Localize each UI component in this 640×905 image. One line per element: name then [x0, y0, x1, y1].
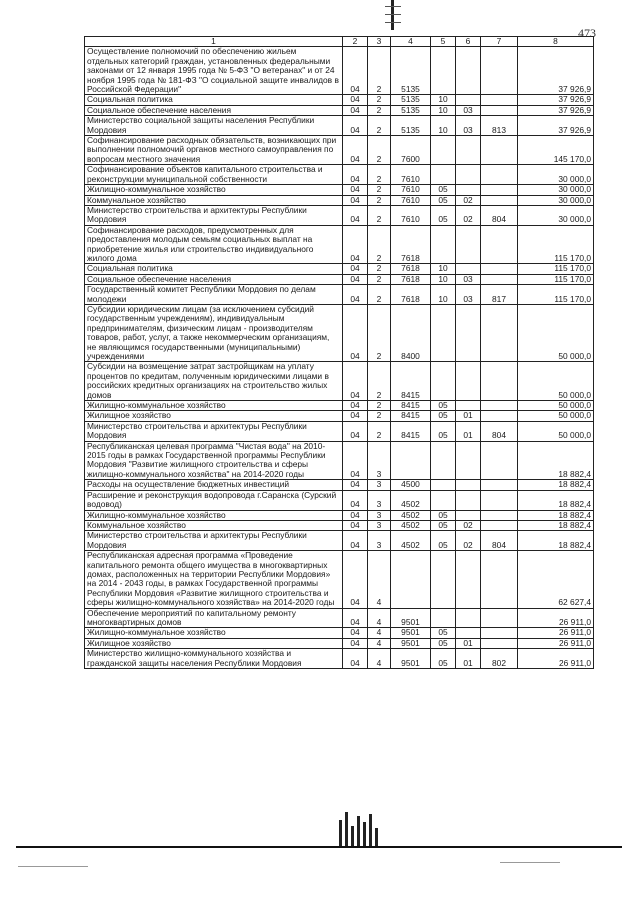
- row-section: 04: [343, 285, 368, 305]
- row-section: 04: [343, 362, 368, 401]
- row-ministry-code: 804: [481, 205, 518, 225]
- row-subsection: 2: [368, 225, 391, 264]
- header-col-1: 1: [85, 37, 343, 47]
- row-expense-section: 05: [431, 205, 456, 225]
- row-target-article: 7618: [391, 274, 431, 284]
- row-expense-section: [431, 608, 456, 628]
- row-amount: 145 170,0: [518, 136, 594, 165]
- row-subsection: 2: [368, 264, 391, 274]
- row-target-article: [391, 551, 431, 608]
- row-ministry-code: [481, 411, 518, 421]
- row-ministry-code: 817: [481, 285, 518, 305]
- row-expense-subsection: 01: [456, 421, 481, 441]
- row-target-article: 7618: [391, 225, 431, 264]
- row-target-article: 7610: [391, 165, 431, 185]
- row-ministry-code: [481, 304, 518, 361]
- row-expense-section: [431, 304, 456, 361]
- row-subsection: 2: [368, 105, 391, 115]
- row-ministry-code: [481, 264, 518, 274]
- row-amount: 18 882,4: [518, 490, 594, 510]
- header-col-6: 6: [456, 37, 481, 47]
- row-section: 04: [343, 304, 368, 361]
- row-ministry-code: [481, 105, 518, 115]
- table-row: [85, 441, 594, 480]
- row-section: 04: [343, 628, 368, 638]
- row-expense-subsection: [456, 441, 481, 480]
- row-section: 04: [343, 608, 368, 628]
- row-ministry-code: [481, 225, 518, 264]
- row-expense-subsection: 01: [456, 649, 481, 669]
- row-name: Министерство строительства и архитектуры Республики Мордовия: [85, 531, 343, 551]
- row-expense-subsection: [456, 551, 481, 608]
- table-row: [85, 411, 594, 421]
- row-expense-section: 05: [431, 421, 456, 441]
- row-expense-subsection: 02: [456, 520, 481, 530]
- row-target-article: 5135: [391, 116, 431, 136]
- row-subsection: 2: [368, 165, 391, 185]
- row-target-article: 9501: [391, 649, 431, 669]
- row-expense-subsection: 01: [456, 638, 481, 648]
- row-subsection: 2: [368, 116, 391, 136]
- row-expense-section: 05: [431, 401, 456, 411]
- row-amount: 26 911,0: [518, 649, 594, 669]
- row-subsection: 2: [368, 47, 391, 95]
- row-ministry-code: [481, 95, 518, 105]
- table-row: [85, 264, 594, 274]
- row-expense-section: [431, 480, 456, 490]
- row-expense-subsection: [456, 185, 481, 195]
- row-name: Расходы на осуществление бюджетных инвестиций: [85, 480, 343, 490]
- row-section: 04: [343, 401, 368, 411]
- row-subsection: 2: [368, 205, 391, 225]
- row-subsection: 2: [368, 285, 391, 305]
- row-section: 04: [343, 195, 368, 205]
- row-amount: 115 170,0: [518, 264, 594, 274]
- table-row: [85, 480, 594, 490]
- header-col-4: 4: [391, 37, 431, 47]
- row-ministry-code: [481, 638, 518, 648]
- row-section: 04: [343, 105, 368, 115]
- row-subsection: 2: [368, 274, 391, 284]
- row-name: Расширение и реконструкция водопровода г.Саранска (Сурский водовод): [85, 490, 343, 510]
- header-col-8: 8: [518, 37, 594, 47]
- row-ministry-code: [481, 362, 518, 401]
- row-subsection: 2: [368, 195, 391, 205]
- row-name: Министерство строительства и архитектуры Республики Мордовия: [85, 421, 343, 441]
- row-target-article: 7610: [391, 185, 431, 195]
- row-ministry-code: [481, 165, 518, 185]
- row-expense-section: [431, 225, 456, 264]
- row-amount: 26 911,0: [518, 628, 594, 638]
- row-amount: 50 000,0: [518, 304, 594, 361]
- row-amount: 37 926,9: [518, 95, 594, 105]
- row-ministry-code: [481, 490, 518, 510]
- row-amount: 30 000,0: [518, 165, 594, 185]
- row-target-article: 4502: [391, 510, 431, 520]
- row-expense-subsection: [456, 304, 481, 361]
- row-name: Республиканская адресная программа «Проведение капитального ремонта общего имущества в многоквартирных домах, расположенных на территории Республики Мордовия» на 2014 - 2043 годы, в рамках Государственной программы Республики Мордовия «Развитие жилищного строительства и сферы жилищно-коммунального хозяйства» на 2014-2020 годы: [85, 551, 343, 608]
- row-target-article: 8415: [391, 401, 431, 411]
- row-target-article: 4502: [391, 531, 431, 551]
- binding-staple-mark-bottom: [335, 812, 385, 846]
- row-expense-section: 05: [431, 195, 456, 205]
- row-expense-subsection: [456, 401, 481, 411]
- row-ministry-code: [481, 47, 518, 95]
- table-row: [85, 421, 594, 441]
- row-target-article: 7610: [391, 205, 431, 225]
- row-subsection: 3: [368, 520, 391, 530]
- row-expense-subsection: [456, 480, 481, 490]
- row-section: 04: [343, 638, 368, 648]
- row-amount: 18 882,4: [518, 441, 594, 480]
- row-name: Жилищно-коммунальное хозяйство: [85, 628, 343, 638]
- row-subsection: 2: [368, 362, 391, 401]
- row-name: Жилищное хозяйство: [85, 638, 343, 648]
- table-row: [85, 638, 594, 648]
- row-expense-subsection: [456, 490, 481, 510]
- table-body: [85, 47, 594, 669]
- row-expense-subsection: 02: [456, 205, 481, 225]
- row-amount: 37 926,9: [518, 116, 594, 136]
- row-expense-subsection: 01: [456, 411, 481, 421]
- row-expense-subsection: [456, 264, 481, 274]
- row-amount: 37 926,9: [518, 105, 594, 115]
- row-amount: 30 000,0: [518, 205, 594, 225]
- row-name: Осуществление полномочий по обеспечению жильем отдельных категорий граждан, установленных федеральными законами от 12 января 1995 года № 5-ФЗ "О ветеранах" и от 24 ноября 1995 года № 181-ФЗ "О социальной защите инвалидов в Российской Федерации": [85, 47, 343, 95]
- row-name: Жилищно-коммунальное хозяйство: [85, 185, 343, 195]
- row-expense-section: [431, 362, 456, 401]
- row-expense-subsection: [456, 165, 481, 185]
- row-subsection: 2: [368, 421, 391, 441]
- table-row: [85, 649, 594, 669]
- table-row: [85, 116, 594, 136]
- row-target-article: 4502: [391, 520, 431, 530]
- table-row: [85, 551, 594, 608]
- row-amount: 50 000,0: [518, 362, 594, 401]
- row-ministry-code: [481, 628, 518, 638]
- row-expense-section: 05: [431, 628, 456, 638]
- row-name: Коммунальное хозяйство: [85, 520, 343, 530]
- row-amount: 50 000,0: [518, 421, 594, 441]
- row-target-article: 8415: [391, 411, 431, 421]
- row-target-article: 9501: [391, 638, 431, 648]
- row-target-article: 4502: [391, 490, 431, 510]
- row-subsection: 3: [368, 480, 391, 490]
- row-target-article: 7618: [391, 285, 431, 305]
- table-row: [85, 165, 594, 185]
- row-expense-subsection: [456, 608, 481, 628]
- table-row: [85, 105, 594, 115]
- row-subsection: 3: [368, 531, 391, 551]
- row-section: 04: [343, 520, 368, 530]
- row-section: 04: [343, 441, 368, 480]
- row-expense-section: 05: [431, 510, 456, 520]
- row-ministry-code: [481, 510, 518, 520]
- row-amount: 26 911,0: [518, 638, 594, 648]
- row-subsection: 4: [368, 638, 391, 648]
- table-row: [85, 401, 594, 411]
- row-subsection: 2: [368, 304, 391, 361]
- row-name: Социальная политика: [85, 95, 343, 105]
- row-ministry-code: [481, 136, 518, 165]
- table-row: [85, 274, 594, 284]
- row-target-article: 4500: [391, 480, 431, 490]
- row-subsection: 4: [368, 649, 391, 669]
- row-amount: 115 170,0: [518, 274, 594, 284]
- table-row: [85, 628, 594, 638]
- row-subsection: 2: [368, 411, 391, 421]
- row-expense-section: [431, 551, 456, 608]
- row-expense-subsection: 03: [456, 285, 481, 305]
- row-ministry-code: [481, 520, 518, 530]
- row-subsection: 2: [368, 95, 391, 105]
- row-target-article: 8400: [391, 304, 431, 361]
- row-expense-section: 10: [431, 274, 456, 284]
- table-row: [85, 608, 594, 628]
- row-expense-subsection: 03: [456, 116, 481, 136]
- row-section: 04: [343, 165, 368, 185]
- row-expense-subsection: [456, 628, 481, 638]
- row-expense-subsection: 02: [456, 531, 481, 551]
- row-target-article: 5135: [391, 105, 431, 115]
- row-expense-section: 10: [431, 95, 456, 105]
- row-name: Обеспечение мероприятий по капитальному ремонту многоквартирных домов: [85, 608, 343, 628]
- row-ministry-code: 804: [481, 531, 518, 551]
- row-name: Софинансирование объектов капитального строительства и реконструкции муниципальной собственности: [85, 165, 343, 185]
- row-target-article: 7610: [391, 195, 431, 205]
- table-row: [85, 47, 594, 95]
- row-section: 04: [343, 95, 368, 105]
- scan-noise: [500, 862, 560, 863]
- row-ministry-code: 813: [481, 116, 518, 136]
- row-expense-section: [431, 490, 456, 510]
- row-section: 04: [343, 136, 368, 165]
- row-section: 04: [343, 264, 368, 274]
- table-row: [85, 195, 594, 205]
- row-amount: 18 882,4: [518, 510, 594, 520]
- row-section: 04: [343, 205, 368, 225]
- row-section: 04: [343, 225, 368, 264]
- row-expense-section: 10: [431, 264, 456, 274]
- row-subsection: 4: [368, 628, 391, 638]
- row-section: 04: [343, 510, 368, 520]
- row-target-article: 8415: [391, 421, 431, 441]
- row-amount: 37 926,9: [518, 47, 594, 95]
- row-ministry-code: [481, 401, 518, 411]
- binding-staple-mark: [385, 0, 401, 30]
- row-ministry-code: [481, 608, 518, 628]
- row-expense-subsection: [456, 362, 481, 401]
- row-amount: 30 000,0: [518, 185, 594, 195]
- row-subsection: 3: [368, 490, 391, 510]
- row-ministry-code: [481, 551, 518, 608]
- row-target-article: 9501: [391, 608, 431, 628]
- row-name: Субсидии на возмещение затрат застройщикам на уплату процентов по кредитам, полученным юридическими лицами в российских кредитных организациях на строительство жилых домов: [85, 362, 343, 401]
- row-subsection: 2: [368, 185, 391, 195]
- row-amount: 62 627,4: [518, 551, 594, 608]
- row-section: 04: [343, 274, 368, 284]
- row-name: Министерство жилищно-коммунального хозяйства и гражданской защиты населения Республики Мордовия: [85, 649, 343, 669]
- row-name: Социальное обеспечение населения: [85, 274, 343, 284]
- row-section: 04: [343, 551, 368, 608]
- table-row: [85, 205, 594, 225]
- row-name: Жилищно-коммунальное хозяйство: [85, 401, 343, 411]
- row-expense-subsection: 03: [456, 105, 481, 115]
- row-expense-subsection: [456, 95, 481, 105]
- table-header-row: [85, 37, 594, 47]
- row-subsection: 2: [368, 136, 391, 165]
- row-target-article: 9501: [391, 628, 431, 638]
- row-expense-subsection: [456, 510, 481, 520]
- row-name: Жилищное хозяйство: [85, 411, 343, 421]
- table-row: [85, 490, 594, 510]
- row-amount: 50 000,0: [518, 401, 594, 411]
- table-row: [85, 304, 594, 361]
- table-row: [85, 520, 594, 530]
- scan-noise: [18, 866, 88, 867]
- header-col-7: 7: [481, 37, 518, 47]
- row-target-article: 7618: [391, 264, 431, 274]
- row-name: Социальное обеспечение населения: [85, 105, 343, 115]
- row-expense-subsection: [456, 47, 481, 95]
- row-target-article: [391, 441, 431, 480]
- row-target-article: 8415: [391, 362, 431, 401]
- row-expense-section: 05: [431, 411, 456, 421]
- table-row: [85, 185, 594, 195]
- row-ministry-code: [481, 195, 518, 205]
- table-row: [85, 95, 594, 105]
- row-expense-section: 05: [431, 520, 456, 530]
- row-amount: 26 911,0: [518, 608, 594, 628]
- row-name: Субсидии юридическим лицам (за исключением субсидий государственным учреждениям), индивидуальным предпринимателям, физическим лицам - производителям товаров, работ, услуг, а также некоммерческим организациям, не являющимся государственными (муниципальными) учреждениями: [85, 304, 343, 361]
- row-section: 04: [343, 531, 368, 551]
- row-ministry-code: [481, 480, 518, 490]
- row-ministry-code: 802: [481, 649, 518, 669]
- row-target-article: 5135: [391, 47, 431, 95]
- row-amount: 30 000,0: [518, 195, 594, 205]
- table-row: [85, 362, 594, 401]
- row-amount: 115 170,0: [518, 285, 594, 305]
- row-amount: 115 170,0: [518, 225, 594, 264]
- row-expense-section: [431, 441, 456, 480]
- row-name: Государственный комитет Республики Мордовия по делам молодежи: [85, 285, 343, 305]
- table-row: [85, 136, 594, 165]
- row-section: 04: [343, 185, 368, 195]
- row-amount: 18 882,4: [518, 531, 594, 551]
- row-expense-section: 05: [431, 649, 456, 669]
- row-subsection: 3: [368, 510, 391, 520]
- row-expense-section: 10: [431, 105, 456, 115]
- row-expense-section: 05: [431, 185, 456, 195]
- row-ministry-code: [481, 274, 518, 284]
- row-section: 04: [343, 490, 368, 510]
- row-name: Софинансирование расходных обязательств, возникающих при выполнении полномочий органов местного самоуправления по вопросам местного значения: [85, 136, 343, 165]
- row-expense-section: [431, 47, 456, 95]
- row-section: 04: [343, 480, 368, 490]
- row-section: 04: [343, 421, 368, 441]
- row-section: 04: [343, 47, 368, 95]
- table-row: [85, 531, 594, 551]
- row-name: Министерство социальной защиты населения Республики Мордовия: [85, 116, 343, 136]
- row-subsection: 2: [368, 401, 391, 411]
- table-row: [85, 225, 594, 264]
- row-expense-subsection: [456, 136, 481, 165]
- row-name: Жилищно-коммунальное хозяйство: [85, 510, 343, 520]
- row-subsection: 4: [368, 608, 391, 628]
- row-expense-section: 05: [431, 531, 456, 551]
- page-bottom-rule: [16, 846, 622, 848]
- row-ministry-code: [481, 441, 518, 480]
- row-expense-subsection: 02: [456, 195, 481, 205]
- row-subsection: 4: [368, 551, 391, 608]
- row-section: 04: [343, 649, 368, 669]
- row-name: Коммунальное хозяйство: [85, 195, 343, 205]
- page-number: 473: [578, 26, 596, 40]
- row-expense-section: [431, 136, 456, 165]
- table-row: [85, 285, 594, 305]
- row-subsection: 3: [368, 441, 391, 480]
- row-name: Министерство строительства и архитектуры Республики Мордовия: [85, 205, 343, 225]
- row-amount: 18 882,4: [518, 480, 594, 490]
- budget-table: [84, 36, 594, 669]
- table-row: [85, 510, 594, 520]
- row-expense-section: 05: [431, 638, 456, 648]
- header-col-3: 3: [368, 37, 391, 47]
- row-expense-subsection: 03: [456, 274, 481, 284]
- row-expense-subsection: [456, 225, 481, 264]
- row-ministry-code: [481, 185, 518, 195]
- header-col-5: 5: [431, 37, 456, 47]
- row-target-article: 7600: [391, 136, 431, 165]
- row-section: 04: [343, 411, 368, 421]
- row-target-article: 5135: [391, 95, 431, 105]
- header-col-2: 2: [343, 37, 368, 47]
- row-name: Республиканская целевая программа "Чистая вода" на 2010-2015 годы в рамках Государственной программы Республики Мордовия "Развитие жилищного строительства и сферы жилищно-коммунального хозяйства" на 2014-2020 годы: [85, 441, 343, 480]
- row-expense-section: [431, 165, 456, 185]
- row-amount: 18 882,4: [518, 520, 594, 530]
- row-name: Софинансирование расходов, предусмотренных для предоставления молодым семьям социальных выплат на приобретение жилья или строительство индивидуального жилого дома: [85, 225, 343, 264]
- row-ministry-code: 804: [481, 421, 518, 441]
- row-name: Социальная политика: [85, 264, 343, 274]
- row-section: 04: [343, 116, 368, 136]
- row-amount: 50 000,0: [518, 411, 594, 421]
- row-expense-section: 10: [431, 116, 456, 136]
- row-expense-section: 10: [431, 285, 456, 305]
